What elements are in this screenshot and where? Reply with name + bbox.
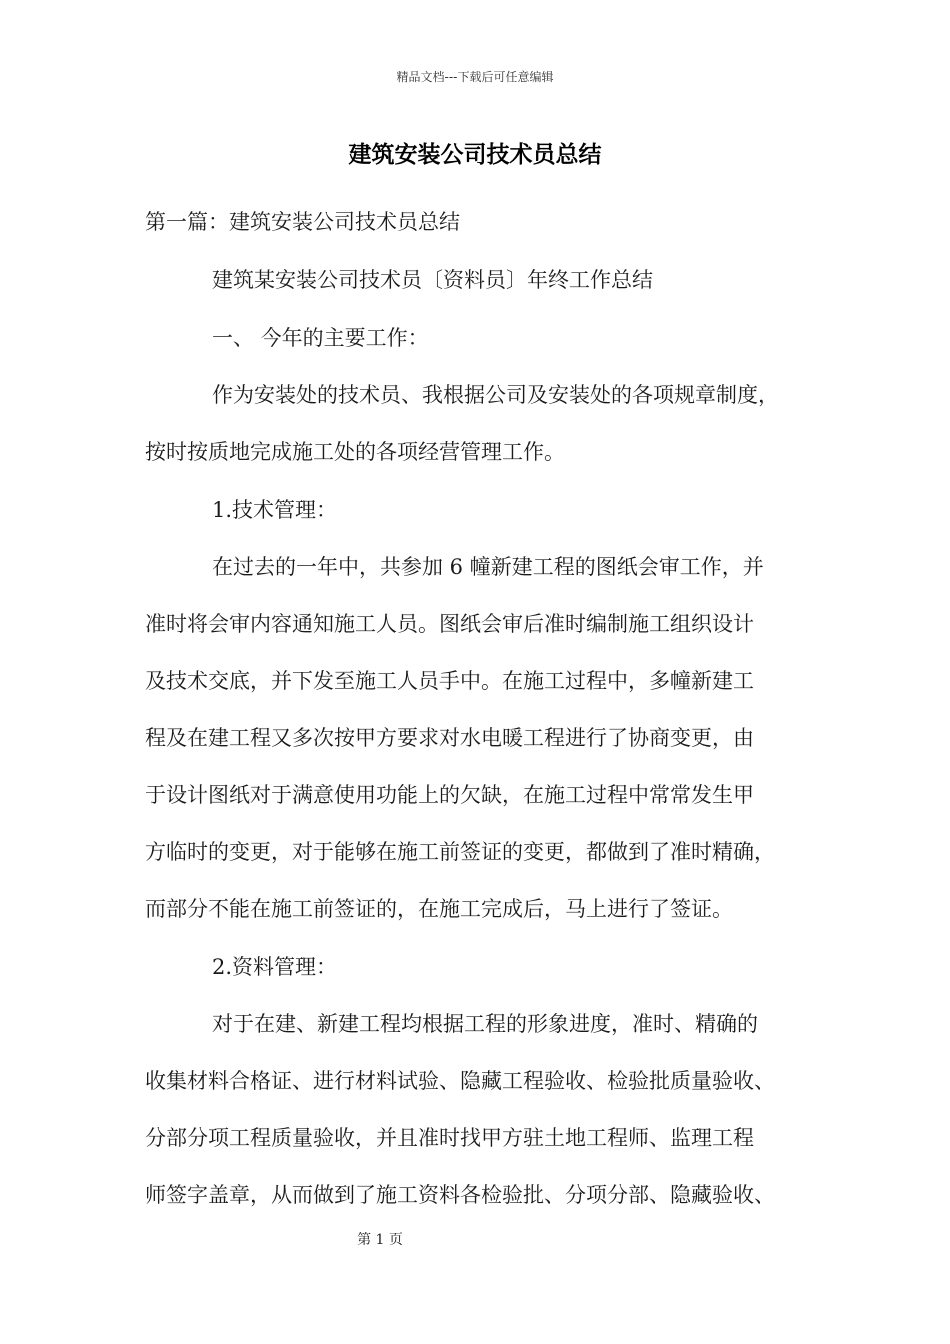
- page-number: 第 1 页: [357, 1232, 403, 1248]
- paragraph-line: 对于在建、新建工程均根据工程的形象进度，准时、精确的: [212, 1012, 758, 1036]
- document-title: 建筑安装公司技术员总结: [348, 141, 602, 168]
- paragraph-line: 师签字盖章，从而做到了施工资料各检验批、分项分部、隐藏验收、: [145, 1183, 775, 1207]
- paragraph-line: 于设计图纸对于满意使用功能上的欠缺，在施工过程中常常发生甲: [145, 783, 754, 807]
- paragraph-line: 方临时的变更，对于能够在施工前签证的变更，都做到了准时精确，: [145, 840, 775, 864]
- subtitle: 建筑某安装公司技术员〔资料员〕年终工作总结: [212, 268, 653, 292]
- paragraph-line: 分部分项工程质量验收，并且准时找甲方驻土地工程师、监理工程: [145, 1126, 754, 1150]
- paragraph-line: 收集材料合格证、进行材料试验、隐藏工程验收、检验批质量验收、: [145, 1069, 775, 1093]
- paragraph-line: 程及在建工程又多次按甲方要求对水电暖工程进行了协商变更，由: [145, 726, 754, 750]
- subheading-docs: 2.资料管理：: [212, 955, 338, 979]
- section-heading-1: 一、 今年的主要工作：: [212, 326, 429, 350]
- paragraph-line: 准时将会审内容通知施工人员。图纸会审后准时编制施工组织设计: [145, 612, 754, 636]
- paragraph-line: 按时按质地完成施工处的各项经营管理工作。: [145, 440, 565, 464]
- paragraph-line: 在过去的一年中，共参加 6 幢新建工程的图纸会审工作，并: [212, 555, 764, 579]
- header-note: 精品文档---下载后可任意编辑: [396, 70, 554, 84]
- section-heading: 第一篇：建筑安装公司技术员总结: [145, 210, 460, 234]
- paragraph-line: 作为安装处的技术员、我根据公司及安装处的各项规章制度，: [212, 383, 779, 407]
- paragraph-line: 而部分不能在施工前签证的，在施工完成后，马上进行了签证。: [145, 897, 733, 921]
- subheading-tech: 1.技术管理：: [212, 498, 338, 522]
- paragraph-line: 及技术交底，并下发至施工人员手中。在施工过程中，多幢新建工: [145, 669, 754, 693]
